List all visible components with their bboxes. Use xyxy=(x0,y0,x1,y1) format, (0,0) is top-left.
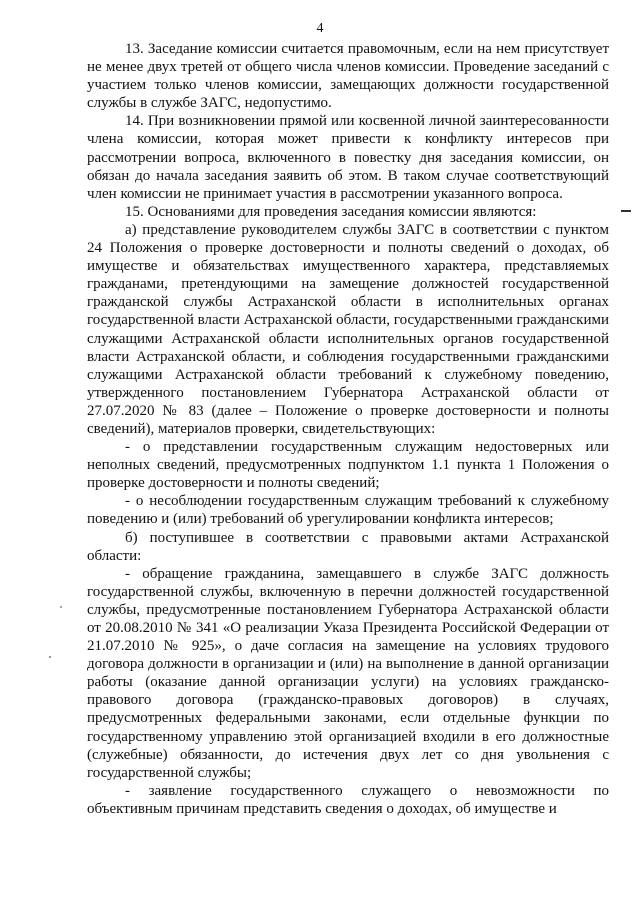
scan-margin-mark xyxy=(621,210,631,212)
list-item-conduct-violation: - о несоблюдении государственным служащим требований к служебному поведению и (или) требований об урегулировании конфликта интересов; xyxy=(87,493,609,528)
scan-speck xyxy=(60,606,62,608)
paragraph-14-conflict-of-interest: 14. При возникновении прямой или косвенной личной заинтересованности члена комиссии, которая может привести к конфликту интересов при рассмотрении вопроса, включенного в повестку дня заседания комиссии, он обязан до начала заседания заявить об этом. В таком случае соответствующий член комиссии не принимает участия в рассмотрении указанного вопроса. xyxy=(87,113,609,202)
paragraph-13-quorum: 13. Заседание комиссии считается правомочным, если на нем присутствует не менее двух третей от общего числа членов комиссии. Проведение заседаний с участием только членов комиссии, замещающих должности государственной службы в службе ЗАГС, недопустимо. xyxy=(87,41,609,112)
paragraph-15-grounds-heading: 15. Основаниями для проведения заседания комиссии являются: xyxy=(125,203,537,220)
list-item-employee-statement: - заявление государственного служащего о невозможности по объективным причинам представить сведения о доходах, об имуществе и xyxy=(87,782,609,817)
list-item-citizen-appeal: - обращение гражданина, замещавшего в службе ЗАГС должность государственной службы, включенную в перечни должностей государственной службы, предусмотренные постановлением Губернатора Астраханской области от 20.08.2010 № 341 «О реализации Указа Президента Российской Федерации от 21.07.2010 № 925», о даче согласия на замещение на условиях трудового договора должности в организации и (или) на выполнение в данной организации работы (оказание данной организации услуги) на условиях гражданско-правового договора (гражданско-правовых договоров) в случаях, предусмотренных федеральными законами, если отдельные функции по государственному управлению этой организацией входили в его должностные (служебные) обязанности, до истечения двух лет со дня увольнения с государственной службы; xyxy=(87,565,609,781)
document-body xyxy=(87,40,609,818)
page-number: 4 xyxy=(316,21,324,36)
paragraph-15b-received: б) поступившее в соответствии с правовыми актами Астраханской области: xyxy=(87,529,609,564)
scan-speck xyxy=(49,656,51,658)
paragraph-15a-submission: а) представление руководителем службы ЗАГС в соответствии с пунктом 24 Положения о проверке достоверности и полноты сведений о доходах, об имуществе и обязательствах имущественного характера, представляемых гражданами, претендующими на замещение должностей государственной гражданской службы Астраханской области в исполнительных органах государственной власти Астраханской области, государственными гражданскими служащими Астраханской области исполнительных органов государственной власти Астраханской области, и соблюдения государственными гражданскими служащими Астраханской области требований к служебному поведению, утвержденного постановлением Губернатора Астраханской области от 27.07.2020 № 83 (далее – Положение о проверке достоверности и полноты сведений), материалов проверки, свидетельствующих: xyxy=(87,221,609,437)
list-item-inaccurate-information: - о представлении государственным служащим недостоверных или неполных сведений, предусмотренных подпунктом 1.1 пункта 1 Положения о проверке достоверности и полноты сведений; xyxy=(87,439,609,492)
